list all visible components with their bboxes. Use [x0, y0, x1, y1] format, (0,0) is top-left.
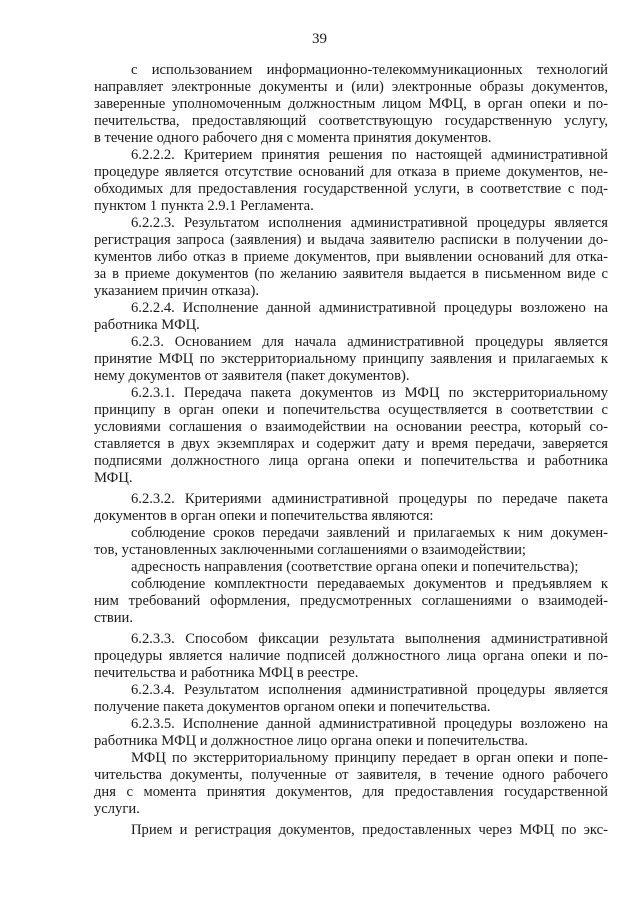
- text-line: тов, установленных заключенными соглашениями о взаимодействии;: [94, 542, 526, 558]
- text-line: кументов либо отказ в приеме документов, при выявлении оснований для отка-: [94, 249, 608, 265]
- text-line: направляет электронные документы и (или) электронные образы документов,: [94, 79, 608, 95]
- text-line: процедуре является отсутствие оснований для отказа в приеме документов, не-: [94, 164, 608, 180]
- text-line: соблюдение сроков передачи заявлений и прилагаемых к ним докумен-: [131, 525, 608, 541]
- text-line: печительства и работника МФЦ в реестре.: [94, 665, 359, 681]
- text-line: 6.2.3. Основанием для начала административной процедуры является: [131, 334, 608, 350]
- text-line: принятие МФЦ по экстерриториальному принципу заявления и прилагаемых к: [94, 351, 608, 367]
- text-line: работника МФЦ и должностное лицо органа опеки и попечительства.: [94, 733, 528, 749]
- text-line: за в приеме документов (по желанию заявителя выдается в письменном виде с: [94, 266, 608, 282]
- text-line: регистрация запроса (заявления) и выдача заявителю расписки в получении до-: [94, 232, 608, 248]
- text-line: 6.2.3.1. Передача пакета документов из МФЦ по экстерриториальному: [131, 385, 608, 401]
- text-line: условиями соглашения о взаимодействии на основании реестра, который со-: [94, 419, 608, 435]
- text-line: адресность направления (соответствие органа опеки и попечительства);: [131, 559, 579, 575]
- text-line: ним требований оформления, предусмотренных соглашениями о взаимодей-: [94, 593, 608, 609]
- text-line: 6.2.2.2. Критерием принятия решения по настоящей административной: [131, 147, 608, 163]
- text-line: 6.2.3.4. Результатом исполнения административной процедуры является: [131, 682, 608, 698]
- text-line: обходимых для предоставления государственной услуги, в соответствие с под-: [94, 181, 608, 197]
- text-line: МФЦ по экстерриториальному принципу передает в орган опеки и попе-: [131, 750, 608, 766]
- text-line: получение пакета документов органом опеки и попечительства.: [94, 699, 491, 715]
- text-line: чительства документы, полученные от заявителя, в течение одного рабочего: [94, 767, 608, 783]
- page-number: 39: [312, 31, 327, 47]
- text-line: нему документов от заявителя (пакет документов).: [94, 368, 410, 384]
- text-line: дня с момента принятия документов, для предоставления государственной: [94, 784, 608, 800]
- text-line: ставляется в двух экземплярах и содержит дату и время передачи, заверяется: [94, 436, 608, 452]
- text-line: печительства, предоставляющий соответствующую государственную услугу,: [94, 113, 608, 129]
- text-line: процедуры является наличие подписей должностного лица органа опеки и по-: [94, 648, 608, 664]
- text-line: заверенные уполномоченным должностным лицом МФЦ, в орган опеки и по-: [94, 96, 608, 112]
- text-line: работника МФЦ.: [94, 317, 200, 333]
- text-line: пунктом 1 пункта 2.9.1 Регламента.: [94, 198, 314, 214]
- text-line: документов в орган опеки и попечительства являются:: [94, 508, 434, 524]
- text-line: 6.2.3.3. Способом фиксации результата выполнения административной: [131, 631, 608, 647]
- text-line: Прием и регистрация документов, предоставленных через МФЦ по экс-: [131, 822, 608, 838]
- text-line: с использованием информационно-телекоммуникационных технологий: [131, 62, 608, 78]
- text-line: ствии.: [94, 610, 134, 626]
- text-line: 6.2.3.2. Критериями административной процедуры по передаче пакета: [131, 491, 608, 507]
- text-line: в течение одного рабочего дня с момента принятия документов.: [94, 130, 492, 146]
- text-line: услуги.: [94, 801, 140, 817]
- text-line: подписями должностного лица органа опеки и попечительства и работника: [94, 453, 608, 469]
- text-line: соблюдение комплектности передаваемых документов и предъявляем к: [131, 576, 608, 592]
- text-line: 6.2.3.5. Исполнение данной административной процедуры возложено на: [131, 716, 608, 732]
- text-line: МФЦ.: [94, 470, 133, 486]
- document-body: [94, 62, 608, 839]
- text-line: 6.2.2.4. Исполнение данной административной процедуры возложено на: [131, 300, 608, 316]
- text-line: принципу в орган опеки и попечительства осуществляется в соответствии с: [94, 402, 608, 418]
- text-line: 6.2.2.3. Результатом исполнения административной процедуры является: [131, 215, 608, 231]
- text-line: указанием причин отказа).: [94, 283, 259, 299]
